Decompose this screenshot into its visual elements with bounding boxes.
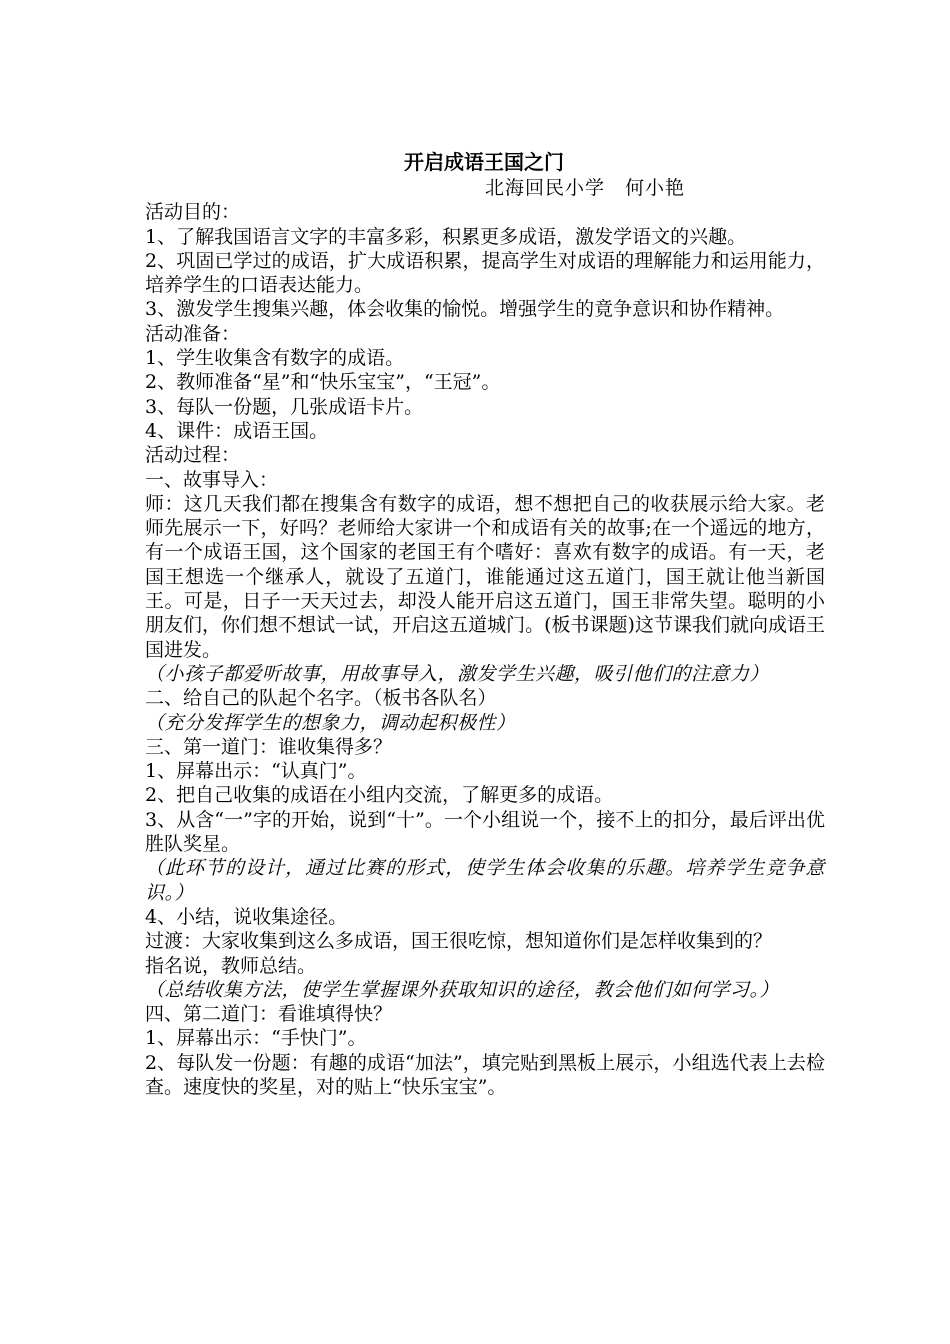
paragraph: 1、屏幕出示：“认真门”。 [145,760,367,783]
paragraph: 三、第一道门：谁收集得多？ [145,735,393,758]
paragraph: 过渡：大家收集到这么多成语，国王很吃惊，想知道你们是怎样收集到的？ [145,930,773,953]
paragraph: 4、小结，说收集途径。 [145,905,348,928]
paragraph: 活动目的： [145,201,241,224]
paragraph: 指名说，教师总结。 [145,954,317,977]
paragraph: 3、激发学生搜集兴趣，体会收集的愉悦。增强学生的竟争意识和协作精神。 [145,298,785,321]
paragraph: 活动过程： [145,444,241,467]
paragraph: 一、故事导入： [145,468,279,491]
paragraph: 1、了解我国语言文字的丰富多彩，积累更多成语，激发学语文的兴趣。 [145,225,747,248]
paragraph-list [145,200,825,1099]
paragraph: 2、巩固已学过的成语，扩大成语积累，提高学生对成语的理解能力和运用能力，培养学生的口语表达能力。 [145,249,825,297]
teaching-note: （小孩子都爱听故事，用故事导入，激发学生兴趣，吸引他们的注意力） [145,662,770,685]
paragraph: 3、从含“一”字的开始，说到“十”。一个小组说一个，接不上的扣分，最后评出优胜队奖星。 [145,808,825,856]
paragraph: 2、教师准备“星”和“快乐宝宝”，“王冠”。 [145,371,501,394]
paragraph: 2、把自己收集的成语在小组内交流，了解更多的成语。 [145,784,614,807]
paragraph: 3、每队一份题，几张成语卡片。 [145,395,424,418]
paragraph: 1、学生收集含有数字的成语。 [145,347,405,370]
teaching-note: （总结收集方法，使学生掌握课外获取知识的途径，教会他们如何学习。） [145,978,780,1001]
paragraph: 师：这几天我们都在搜集含有数字的成语，想不想把自己的收获展示给大家。老师先展示一下，好吗？老师给大家讲一个和成语有关的故事;在一个遥远的地方，有一个成语王国，这个国家的老国王有个嗜好：喜欢有数字的成语。有一天，老国王想选一个继承人，就设了五道门，谁能通过这五道门，国王就让他当新国王。可是，日子一天天过去，却没人能开启这五道门，国王非常失望。聪明的小朋友们，你们想不想试一试，开启这五道城门。(板书课题)这节课我们就向成语王国进发。 [145,492,825,661]
paragraph: 四、第二道门：看谁填得快？ [145,1003,393,1026]
teaching-note: （此环节的设计，通过比赛的形式，使学生体会收集的乐趣。培养学生竞争意识。） [145,857,825,904]
paragraph: 1、屏幕出示：“手快门”。 [145,1027,367,1050]
document-body [145,148,825,1099]
document-author: 北海回民小学 何小艳 [484,177,685,199]
teaching-note: （充分发挥学生的想象力，调动起积极性） [145,711,516,734]
paragraph: 4、课件：成语王国。 [145,419,329,442]
paragraph: 2、每队发一份题：有趣的成语“加法”，填完贴到黑板上展示，小组选代表上去检查。速度快的奖星，对的贴上“快乐宝宝”。 [145,1051,825,1098]
document-title: 开启成语王国之门 [404,150,564,174]
paragraph: 活动准备： [145,322,241,345]
paragraph: 二、给自己的队起个名字。（板书各队名） [145,687,497,710]
